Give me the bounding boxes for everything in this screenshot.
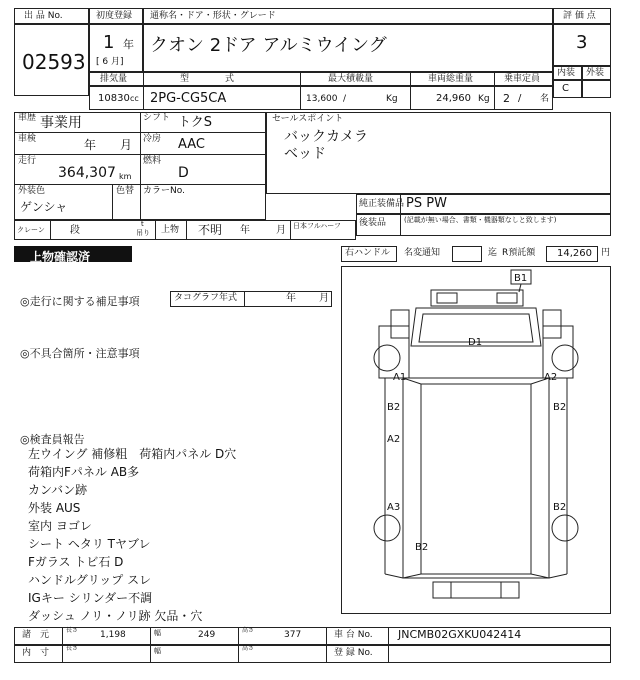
upper-confirmed-banner: 上物確認済: [14, 246, 132, 262]
footer-divider: [62, 627, 63, 663]
lot-label: 出 品 No.: [24, 11, 63, 21]
ac-label: 冷房: [143, 134, 162, 144]
color-code-label: カラーNo.: [143, 186, 185, 196]
inspector-line: 外装 AUS: [28, 501, 81, 515]
crane-divider: [50, 220, 51, 240]
footer-divider: [388, 627, 389, 663]
width-value: 249: [198, 630, 216, 640]
interior-label: 内装: [557, 68, 576, 78]
defects-heading: ◎不具合箇所・注意事項: [20, 347, 140, 360]
exterior-value-cell: [582, 80, 611, 98]
inspection-month-unit: 月: [120, 138, 133, 152]
inner-label: 内 寸: [22, 648, 50, 658]
damage-mark-b2: B2: [553, 502, 567, 513]
capacity-value: 2: [503, 92, 510, 105]
width-label: 幅: [154, 629, 161, 637]
first-reg-year: 1: [103, 32, 115, 53]
capacity-label: 乗車定員: [504, 74, 541, 84]
crane-ton-label: t: [141, 220, 144, 228]
max-load-value: 13,600: [306, 94, 338, 104]
displacement-value: 10830: [98, 93, 130, 104]
spec-label-row: [89, 72, 553, 86]
max-load-unit: Kg: [386, 94, 398, 104]
fuel-label: 燃料: [143, 156, 162, 166]
shift-value: トクS: [178, 115, 212, 130]
crane-label: クレーン: [17, 226, 45, 234]
sales-point-item: バックカメラ: [284, 129, 368, 145]
gross-weight-value: 24,960: [436, 93, 471, 104]
inspector-line: IGキー シリンダー不調: [28, 591, 153, 605]
max-load-slash: /: [343, 94, 347, 104]
inspection-year-unit: 年: [84, 138, 97, 152]
upper-month-unit: 月: [276, 225, 286, 236]
specs-label: 諸 元: [22, 630, 50, 640]
inner-width-label: 幅: [154, 647, 161, 655]
upper-year-unit: 年: [240, 225, 250, 236]
model-label: 型 式: [180, 74, 235, 84]
damage-mark-b2: B2: [553, 402, 567, 413]
tacho-divider: [244, 291, 245, 307]
car-name: クオン 2ドア アルミウイング: [150, 35, 387, 56]
crane-divider: [155, 220, 156, 240]
inspector-line: ハンドルグリップ スレ: [28, 573, 152, 587]
damage-mark-a3: A3: [387, 502, 401, 513]
crane-divider: [186, 220, 187, 240]
multi-notice-cell: [452, 246, 482, 262]
footer-divider: [326, 627, 327, 663]
steering-value: 右ハンドル: [345, 248, 391, 258]
r-lease-label: R預託額: [502, 248, 536, 258]
color-change-label: 色替: [116, 186, 135, 196]
length-value: 1,198: [100, 630, 126, 640]
inspector-heading: ◎検査員報告: [20, 433, 85, 446]
footer-divider: [150, 627, 151, 663]
history-label: 車歴: [18, 113, 37, 123]
first-reg-month: [ 6 月]: [96, 57, 124, 67]
first-reg-year-unit: 年: [123, 38, 134, 51]
vin-value: JNCMB02GXKU042414: [398, 628, 522, 641]
height-label: 高さ: [242, 627, 255, 634]
crane-steps-unit: 段: [70, 225, 80, 236]
r-lease-value: 14,260: [557, 248, 592, 259]
sales-points-label: セールスポイント: [272, 114, 344, 124]
name-label: 通称名・ドア・形状・グレード: [150, 11, 276, 21]
shift-label: シフト: [143, 113, 171, 123]
after-parts-divider: [400, 214, 401, 236]
height-value: 377: [284, 630, 302, 640]
full-hook-label: 日本フルハーフ: [293, 222, 341, 230]
length-label: 長さ: [66, 627, 79, 634]
ac-value: AAC: [178, 137, 205, 152]
damage-mark-a2: A2: [387, 434, 401, 445]
inspector-line: シート ヘタリ Tヤブレ: [28, 537, 151, 551]
damage-mark-b1: B1: [514, 273, 528, 284]
gross-weight-unit: Kg: [478, 94, 490, 104]
fuel-value: D: [178, 165, 189, 181]
gross-weight-label: 車両総重量: [428, 74, 474, 84]
vehicle-diagram: [341, 266, 611, 614]
score-value: 3: [576, 32, 588, 53]
exterior-label: 外装: [586, 68, 605, 78]
inner-length-label: 長さ: [66, 645, 79, 652]
details-divider: [112, 184, 113, 220]
max-load-label: 最大積載量: [328, 74, 374, 84]
displacement-label: 排気量: [100, 74, 128, 84]
model-value: 2PG-CG5CA: [150, 91, 227, 106]
history-value: 事業用: [40, 115, 82, 131]
first-reg-label: 初度登録: [96, 11, 133, 21]
lot-number: 02593: [22, 50, 86, 74]
deduction-prefix: 迄: [488, 248, 498, 258]
inspector-line: ダッシュ ノリ・ノリ跡 欠品・穴: [28, 609, 203, 623]
damage-mark-b2: B2: [387, 402, 401, 413]
multi-notice-label: 名変通知: [404, 248, 441, 258]
crane-divider: [290, 220, 291, 240]
damage-mark-d1: D1: [468, 337, 483, 348]
reg-label: 登 録 No.: [334, 648, 373, 658]
footer-divider: [238, 627, 239, 663]
interior-value: C: [562, 83, 569, 94]
inspector-line: 左ウイング 補修粗 荷箱内パネル D穴: [28, 447, 237, 461]
r-lease-unit: 円: [601, 248, 611, 258]
capacity-unit: 名: [540, 94, 550, 104]
damage-mark-a1: A1: [393, 372, 407, 383]
score-label: 評 価 点: [563, 11, 596, 21]
after-parts-note: (記載が無い場合、書類・機器類なしと致します): [404, 216, 557, 224]
ext-color-value: ゲンシャ: [20, 200, 68, 214]
tacho-label: タコグラフ年式: [174, 293, 238, 303]
equipment-label: 純正装備品: [359, 199, 405, 209]
inner-row: [14, 645, 611, 663]
damage-mark-a2: A2: [544, 372, 558, 383]
details-divider: [140, 184, 141, 220]
tacho-month-unit: 月: [319, 293, 329, 304]
inner-height-label: 高さ: [242, 645, 255, 652]
mileage-value: 364,307: [58, 165, 116, 181]
upper-label: 上物: [161, 225, 180, 235]
damage-mark-b2: B2: [415, 542, 429, 553]
driving-notes-heading: ◎走行に関する補足事項: [20, 295, 140, 308]
vin-label: 車 台 No.: [334, 630, 373, 640]
inspector-line: Fガラス トビ石 D: [28, 555, 124, 569]
mileage-unit: km: [119, 172, 132, 181]
ext-color-label: 外装色: [18, 186, 46, 196]
displacement-unit: cc: [130, 94, 139, 103]
mileage-label: 走行: [18, 156, 37, 166]
mark-pointer-b1: [519, 284, 521, 292]
capacity-slash: /: [518, 93, 522, 104]
inspector-line: カンバン跡: [28, 483, 88, 497]
inspector-line: 室内 ヨゴレ: [28, 519, 92, 533]
crane-hoist-label: 吊り: [136, 229, 150, 237]
tacho-year-unit: 年: [286, 293, 296, 304]
sales-point-item: ベッド: [284, 146, 326, 162]
inspection-label: 車検: [18, 134, 37, 144]
after-parts-label: 後装品: [359, 218, 387, 228]
inspector-line: 荷箱内Fパネル AB多: [28, 465, 140, 479]
details-divider: [140, 112, 141, 184]
equipment-value: PS PW: [406, 196, 447, 211]
upper-value: 不明: [198, 223, 223, 237]
